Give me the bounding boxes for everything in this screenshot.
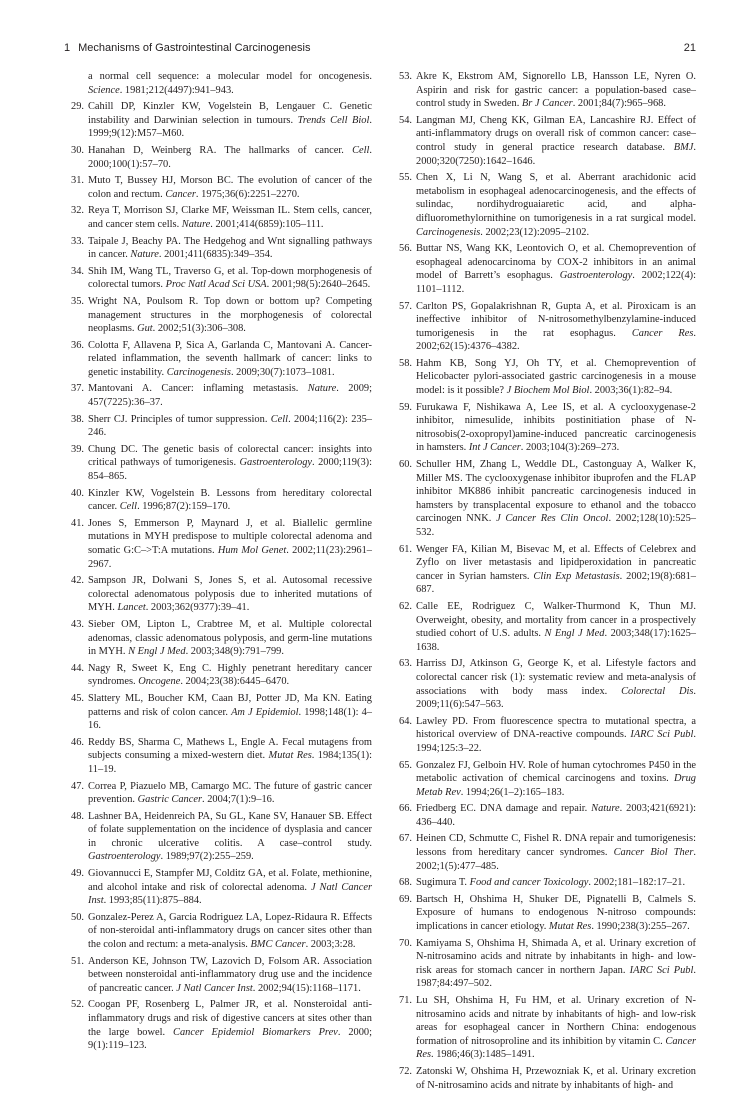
reference-text: Chung DC. The genetic basis of colorectal cancer: insights into critical pathways of tumorigenesis.	[88, 443, 372, 469]
reference-citation: . 2002;181–182:17–21.	[588, 877, 686, 889]
reference-text: Reya T, Morrison SJ, Clarke MF, Weissman IL. Stem cells, cancer, and cancer stem cells.	[88, 205, 372, 230]
reference-entry	[64, 100, 372, 141]
reference-citation: . 1996;87(2):159–170.	[137, 501, 231, 513]
reference-citation: . 2003;348(17):1625–1638.	[416, 628, 696, 653]
reference-text: Shih IM, Wang TL, Traverso G, et al. Top-down morphogenesis of colorectal tumors.	[88, 265, 372, 291]
reference-number: 59.	[399, 401, 412, 413]
reference-text: Jones S, Emmerson P, Maynard J, et al. Biallelic germline mutations in MYH predispose to multiple colorectal adenoma and somatic G:C–>T:A mutations.	[88, 517, 372, 556]
reference-number: 56.	[399, 243, 412, 255]
reference-journal: Br J Cancer	[521, 98, 573, 110]
reference-entry	[64, 174, 372, 201]
reference-citation: . 1994;125:3–22.	[416, 729, 696, 754]
reference-citation: . 2000;100(1):57–70.	[88, 144, 372, 170]
reference-entry	[392, 401, 696, 455]
reference-journal: Gastric Cancer	[137, 794, 202, 806]
reference-journal: Nature	[591, 803, 620, 815]
reference-number: 50.	[71, 911, 84, 923]
reference-number: 37.	[71, 383, 84, 395]
reference-entry	[64, 487, 372, 514]
reference-number: 72.	[399, 1065, 412, 1077]
reference-entry	[392, 937, 696, 991]
reference-text: Lawley PD. From fluorescence spectra to mutational spectra, a historical overview of DNA-reactive compounds.	[416, 715, 696, 741]
reference-number: 46.	[71, 736, 84, 748]
reference-entry	[64, 144, 372, 171]
reference-number: 32.	[71, 205, 84, 217]
reference-citation: . 2002;128(10):525–532.	[416, 513, 696, 538]
reference-text: Chen X, Li N, Wang S, et al. Aberrant arachidonic acid metabolism in esophageal adenocarcinogenesis, and the effects of sulindac, nordihydroguaiaretic acid, and alpha-difluoromethylornithine on tumorigenesis in a rat surgical model.	[416, 172, 696, 224]
reference-journal: Cancer Res	[631, 327, 694, 339]
reference-text: Gonzalez-Perez A, Garcia Rodriguez LA, Lopez-Ridaura R. Effects of non-steroidal anti-inflammatory drugs on cancer sites other than the colon and rectum: a meta-analysis.	[88, 911, 372, 951]
reference-entry	[64, 70, 372, 97]
reference-journal: Drug Metab Rev	[416, 773, 696, 798]
reference-number: 45.	[71, 692, 84, 704]
reference-citation: . 2003;3:28.	[305, 939, 356, 951]
reference-text: Hahm KB, Song YJ, Oh TY, et al. Chemoprevention of Helicobacter pylori-associated gastric carcinogenesis in a mouse model: is it possible?	[416, 357, 696, 397]
reference-journal: Nature	[130, 249, 159, 261]
reference-journal: J Cancer Res Clin Oncol	[496, 513, 609, 525]
reference-text: Kinzler KW, Vogelstein B. Lessons from hereditary colorectal cancer.	[88, 487, 372, 513]
reference-journal: Cell	[352, 144, 370, 156]
reference-journal: Colorectal Dis	[621, 685, 694, 697]
reference-journal: Mutat Res	[548, 921, 592, 933]
reference-text: Friedberg EC. DNA damage and repair.	[416, 803, 592, 815]
reference-number: 49.	[71, 868, 84, 880]
reference-citation: . 2001;411(6835):349–354.	[158, 249, 273, 261]
running-header	[64, 40, 696, 56]
reference-citation: . 2002;19(8):681–687.	[416, 570, 696, 596]
reference-text: Sieber OM, Lipton L, Crabtree M, et al. Multiple colorectal adenomas, classic adenomatous polyposis, and germ-line mutations in MYH.	[88, 618, 372, 658]
reference-entry	[64, 295, 372, 336]
reference-entry	[64, 911, 372, 952]
reference-number: 35.	[71, 295, 84, 307]
reference-entry	[392, 600, 696, 654]
reference-citation: . 1999;9(12):M57–M60.	[88, 114, 372, 140]
reference-citation: . 2002;51(3):306–308.	[152, 323, 246, 335]
reference-journal: Proc Natl Acad Sci USA	[165, 279, 267, 291]
reference-journal: N Engl J Med	[128, 646, 186, 658]
reference-citation: . 1981;212(4497):941–943.	[119, 84, 234, 96]
reference-citation: . 2003;104(3):269–273.	[520, 442, 620, 454]
reference-journal: Nature	[307, 383, 337, 395]
reference-citation: . 2004;23(38):6445–6470.	[180, 676, 290, 688]
reference-text: Harriss DJ, Atkinson G, George K, et al. Lifestyle factors and colorectal cancer risk (1): systematic review and meta-analysis of associations with body mass index.	[416, 658, 696, 697]
reference-text: Taipale J, Beachy PA. The Hedgehog and Wnt signalling pathways in cancer.	[88, 235, 372, 261]
reference-journal: Cell	[119, 501, 138, 513]
reference-journal: Hum Mol Genet	[217, 545, 287, 556]
reference-citation: . 2002;23(12):2095–2102.	[480, 226, 590, 238]
reference-citation: . 2001;414(6859):105–111.	[210, 218, 324, 230]
reference-text: Schuller HM, Zhang L, Weddle DL, Castonguay A, Walker K, Miller MS. The cyclooxygenase inhibitor ibuprofen and the FLAP inhibitor MK886 inhibit pancreatic carcinogenesis induced in hamsters by transplacental exposure to ethanol and the tobacco carcinogen NNK.	[416, 459, 696, 525]
reference-number: 48.	[71, 810, 84, 822]
reference-text: Slattery ML, Boucher KM, Caan BJ, Potter JD, Ma KN. Eating patterns and risk of colon cancer.	[88, 692, 372, 718]
reference-text: Correa P, Piazuelo MB, Camargo MC. The future of gastric cancer prevention.	[88, 780, 372, 806]
reference-number: 60.	[399, 459, 412, 471]
reference-entry	[64, 517, 372, 571]
page-number: 21	[683, 42, 696, 54]
reference-journal: Gastroenterology	[88, 851, 161, 863]
reference-text: Muto T, Bussey HJ, Morson BC. The evolution of cancer of the colon and rectum.	[88, 175, 372, 200]
reference-text: Colotta F, Allavena P, Sica A, Garlanda C, Mantovani A. Cancer-related inflammation, the seventh hallmark of cancer: links to genetic instability.	[88, 339, 372, 378]
reference-text: Heinen CD, Schmutte C, Fishel R. DNA repair and tumorigenesis: lessons from hereditary cancer syndromes.	[416, 833, 696, 859]
reference-entry	[64, 867, 372, 908]
reference-citation: . 1975;36(6):2251–2270.	[195, 188, 300, 200]
reference-text: Giovannucci E, Stampfer MJ, Colditz GA, et al. Folate, methionine, and alcohol intake and risk of colorectal adenoma.	[88, 868, 372, 893]
reference-journal: J Natl Cancer Inst	[176, 982, 253, 994]
reference-citation: . 2009; 457(7225):36–37.	[88, 383, 372, 409]
reference-entry	[392, 802, 696, 829]
reference-entry	[64, 662, 372, 689]
reference-journal: IARC Sci Publ	[630, 729, 694, 741]
reference-number: 55.	[399, 172, 412, 184]
reference-entry	[392, 114, 696, 168]
chapter-heading	[64, 40, 310, 56]
reference-journal: Food and cancer Toxicology	[469, 877, 589, 889]
reference-journal: Am J Epidemiol	[231, 706, 299, 718]
reference-number: 70.	[399, 937, 412, 949]
reference-journal: Gastroenterology	[559, 270, 633, 282]
reference-text: Akre K, Ekstrom AM, Signorello LB, Hansson LE, Nyren O. Aspirin and risk for gastric cancer: a population-based case–control study in Sweden.	[416, 71, 696, 110]
reference-text: Lu SH, Ohshima H, Fu HM, et al. Urinary excretion of N-nitrosamino acids and nitrate by inhabitants of high- and low-risk areas for esophageal cancer in Northern China: endogenous formation of nitrosoproline and its inhibition by vitamin C.	[416, 995, 696, 1047]
reference-number: 39.	[71, 443, 84, 455]
reference-entry	[392, 715, 696, 756]
reference-text: Carlton PS, Gopalakrishnan R, Gupta A, et al. Piroxicam is an ineffective inhibitor of N-nitrosomethylbenzylamine-induced tumorigenesis in the rat esophagus.	[416, 300, 696, 339]
reference-journal: Science	[88, 84, 120, 96]
reference-citation: . 2004;116(2): 235–246.	[88, 413, 372, 439]
reference-entry	[392, 242, 696, 296]
reference-citation: . 2003;362(9377):39–41.	[145, 602, 250, 614]
reference-entry	[64, 339, 372, 380]
reference-entry	[64, 204, 372, 231]
reference-text: Zatonski W, Ohshima H, Przewozniak K, et al. Urinary excretion of N-nitrosamino acids and nitrate by inhabitants of high- and	[416, 1065, 696, 1091]
reference-text: Coogan PF, Rosenberg L, Palmer JR, et al. Nonsteroidal anti-inflammatory drugs and risk of digestive cancers at sites other than the large bowel.	[88, 999, 372, 1038]
reference-journal: Cancer Epidemiol Biomarkers Prev	[173, 1026, 338, 1038]
reference-text: Wenger FA, Kilian M, Bisevac M, et al. Effects of Celebrex and Zyflo on liver metastasis and lipidperoxidation in pancreatic cancer in Syrian hamsters.	[416, 543, 696, 582]
reference-journal: Gut	[137, 323, 153, 335]
reference-citation: . 2002;11(23):2961–2967.	[88, 545, 372, 570]
reference-entry	[392, 1065, 696, 1092]
reference-citation: . 2009;11(6):547–563.	[416, 685, 697, 711]
reference-text: Sugimura T.	[416, 877, 470, 889]
reference-citation: . 1986;46(3):1485–1491.	[431, 1049, 535, 1061]
reference-number: 61.	[399, 543, 412, 555]
reference-entry	[64, 235, 372, 262]
reference-text: Nagy R, Sweet K, Eng C. Highly penetrant hereditary cancer syndromes.	[88, 662, 372, 688]
reference-journal: Oncogene	[138, 676, 181, 688]
reference-text: Sherr CJ. Principles of tumor suppression.	[88, 413, 271, 425]
reference-text: Bartsch H, Ohshima H, Shuker DE, Pignatelli B, Calmels S. Exposure of humans to endogenous N-nitroso compounds: implications in cancer etiology.	[416, 893, 696, 933]
reference-journal: Clin Exp Metastasis	[533, 570, 620, 582]
references-right-column	[392, 70, 696, 1095]
reference-citation: . 2003;36(1):82–94.	[589, 385, 673, 397]
reference-journal: Carcinogenesis	[166, 366, 231, 378]
reference-citation: . 1989;97(2):255–259.	[160, 851, 254, 863]
reference-entry	[392, 357, 696, 398]
reference-citation: . 2009;30(7):1073–1081.	[230, 366, 335, 378]
reference-text: Buttar NS, Wang KK, Leontovich O, et al. Chemoprevention of esophageal adenocarcinoma by COX-2 inhibitors in an animal model of Barrett’s esophagus.	[416, 243, 696, 282]
reference-number: 33.	[71, 235, 84, 247]
reference-journal: Gastroenterology	[239, 457, 313, 469]
reference-number: 29.	[71, 101, 84, 113]
reference-citation: . 2001;84(7):965–968.	[572, 98, 666, 110]
reference-entry	[392, 876, 696, 890]
reference-journal: Nature	[181, 218, 211, 230]
reference-number: 67.	[399, 833, 412, 845]
reference-text: Wright NA, Poulsom R. Top down or bottom up? Competing management structures in the morphogenesis of colorectal neoplasms.	[88, 295, 372, 335]
reference-journal: Cell	[270, 413, 289, 425]
reference-entry	[392, 543, 696, 597]
reference-entry	[64, 413, 372, 440]
reference-number: 63.	[399, 658, 412, 670]
reference-journal: BMC Cancer	[250, 939, 306, 951]
reference-text: Lashner BA, Heidenreich PA, Su GL, Kane SV, Hanauer SB. Effect of folate supplementation on the incidence of dysplasia and cancer in chronic ulcerative colitis. A case–control study.	[88, 810, 372, 849]
reference-number: 38.	[71, 413, 84, 425]
reference-entry	[392, 458, 696, 540]
reference-text: Furukawa F, Nishikawa A, Lee IS, et al. A cyclooxygenase-2 inhibitor, nimesulide, inhibits postinitiation phase of N-nitrosobis(2-oxopropyl)amine-induced pancreatic carcinogenesis in hamsters.	[416, 401, 696, 454]
reference-number: 36.	[71, 339, 84, 351]
reference-entry	[64, 574, 372, 615]
reference-number: 47.	[71, 780, 84, 792]
reference-text: Gonzalez FJ, Gelboin HV. Role of human cytochromes P450 in the metabolic activation of chemical carcinogens and toxins.	[416, 759, 696, 785]
reference-journal: Mutat Res	[268, 750, 312, 762]
reference-entry	[392, 70, 696, 111]
reference-entry	[64, 955, 372, 996]
reference-journal: J Natl Cancer Inst	[88, 881, 373, 907]
reference-entry	[64, 443, 372, 484]
reference-citation: . 2002;94(15):1168–1171.	[252, 982, 361, 994]
reference-entry	[64, 998, 372, 1052]
reference-citation: . 2002;1(5):477–485.	[416, 847, 696, 872]
reference-citation: . 2003;348(9):791–799.	[185, 646, 284, 658]
reference-number: 40.	[71, 487, 84, 499]
reference-entry	[64, 382, 372, 409]
reference-entry	[64, 265, 372, 292]
references-left-column	[64, 70, 372, 1056]
chapter-number: 1	[64, 42, 71, 54]
reference-text: Anderson KE, Johnson TW, Lazovich D, Folsom AR. Association between nonsteroidal anti-inflammatory drug use and the incidence of pancreatic cancer.	[88, 955, 372, 994]
reference-number: 43.	[71, 618, 84, 630]
reference-citation: . 2003;421(6921): 436–440.	[416, 803, 696, 828]
reference-text: a normal cell sequence: a molecular model for oncogenesis.	[88, 71, 372, 82]
reference-text: Cahill DP, Kinzler KW, Vogelstein B, Lengauer C. Genetic instability and Darwinian selection in tumours.	[88, 101, 372, 126]
reference-journal: Cancer	[165, 188, 196, 200]
reference-citation: . 2000; 9(1):119–123.	[88, 1026, 372, 1052]
reference-text: Hanahan D, Weinberg RA. The hallmarks of cancer.	[88, 144, 353, 156]
reference-number: 34.	[71, 265, 84, 277]
reference-number: 44.	[71, 662, 84, 674]
chapter-title: Mechanisms of Gastrointestinal Carcinogenesis	[78, 42, 311, 54]
reference-number: 62.	[399, 600, 412, 612]
reference-text: Mantovani A. Cancer: inflaming metastasis.	[88, 383, 308, 395]
reference-journal: Trends Cell Biol	[297, 114, 370, 126]
reference-number: 69.	[399, 893, 412, 905]
reference-entry	[64, 736, 372, 777]
reference-journal: Lancet	[117, 602, 146, 614]
reference-entry	[392, 893, 696, 934]
reference-text: Kamiyama S, Ohshima H, Shimada A, et al. Urinary excretion of N-nitrosamino acids and nitrate by inhabitants in high- and low-risk areas for stomach cancer in northern Japan.	[416, 937, 696, 976]
reference-text: Langman MJ, Cheng KK, Gilman EA, Lancashire RJ. Effect of anti-inflammatory drugs on overall risk of common cancer: case–control study in general practice research database.	[416, 114, 696, 153]
reference-entry	[64, 618, 372, 659]
reference-journal: IARC Sci Publ	[629, 964, 694, 976]
reference-journal: Cancer Res	[416, 1035, 696, 1061]
reference-entry	[392, 657, 696, 711]
reference-journal: N Engl J Med	[544, 628, 605, 640]
reference-number: 57.	[399, 300, 412, 312]
reference-text: Calle EE, Rodriguez C, Walker-Thurmond K, Thun MJ. Overweight, obesity, and mortality from cancer in a prospectively studied cohort of U.S. adults.	[416, 600, 696, 640]
reference-journal: Cancer Biol Ther	[613, 847, 694, 859]
reference-citation: . 2002;62(15):4376–4382.	[416, 327, 696, 353]
reference-citation: . 2000;119(3): 854–865.	[88, 457, 372, 483]
reference-entry	[64, 692, 372, 733]
reference-number: 42.	[71, 575, 84, 587]
reference-entry	[392, 171, 696, 239]
reference-entry	[392, 759, 696, 800]
reference-journal: BMJ	[673, 141, 694, 153]
reference-citation: . 1993;85(11):875–884.	[103, 895, 202, 907]
reference-citation: . 2002;122(4): 1101–1112.	[416, 270, 696, 295]
reference-citation: . 1990;238(3):255–267.	[591, 921, 690, 933]
reference-journal: Int J Cancer	[468, 442, 521, 454]
reference-number: 68.	[399, 877, 412, 889]
reference-citation: . 1998;148(1): 4–16.	[88, 706, 372, 732]
reference-number: 30.	[71, 144, 84, 156]
reference-entry	[64, 780, 372, 807]
reference-number: 51.	[71, 955, 84, 967]
reference-number: 31.	[71, 175, 84, 187]
reference-citation: . 1994;26(1–2):165–183.	[460, 786, 565, 798]
reference-number: 64.	[399, 715, 412, 727]
reference-number: 65.	[399, 759, 412, 771]
reference-number: 53.	[399, 71, 412, 82]
reference-number: 71.	[399, 995, 412, 1006]
reference-citation: . 2004;7(1):9–16.	[202, 794, 275, 806]
reference-citation: . 1987;84:497–502.	[416, 964, 696, 990]
reference-entry	[392, 994, 696, 1062]
reference-text: Reddy BS, Sharma C, Mathews L, Engle A. Fecal mutagens from subjects consuming a mixed-western diet.	[88, 736, 372, 762]
reference-number: 41.	[71, 517, 84, 529]
reference-entry	[64, 810, 372, 864]
reference-citation: . 1984;135(1): 11–19.	[88, 750, 373, 775]
reference-entry	[392, 832, 696, 873]
reference-journal: Carcinogenesis	[416, 226, 481, 238]
reference-entry	[392, 300, 696, 354]
reference-journal: J Biochem Mol Biol	[506, 385, 590, 397]
reference-number: 52.	[71, 999, 84, 1011]
reference-number: 58.	[399, 357, 412, 369]
reference-number: 66.	[399, 803, 412, 815]
reference-citation: . 2000;320(7250):1642–1646.	[416, 141, 696, 167]
reference-number: 54.	[399, 114, 412, 126]
reference-text: Sampson JR, Dolwani S, Jones S, et al. Autosomal recessive colorectal adenomatous polyposis due to inherited mutations of MYH.	[88, 575, 372, 614]
reference-citation: . 2001;98(5):2640–2645.	[266, 279, 371, 291]
